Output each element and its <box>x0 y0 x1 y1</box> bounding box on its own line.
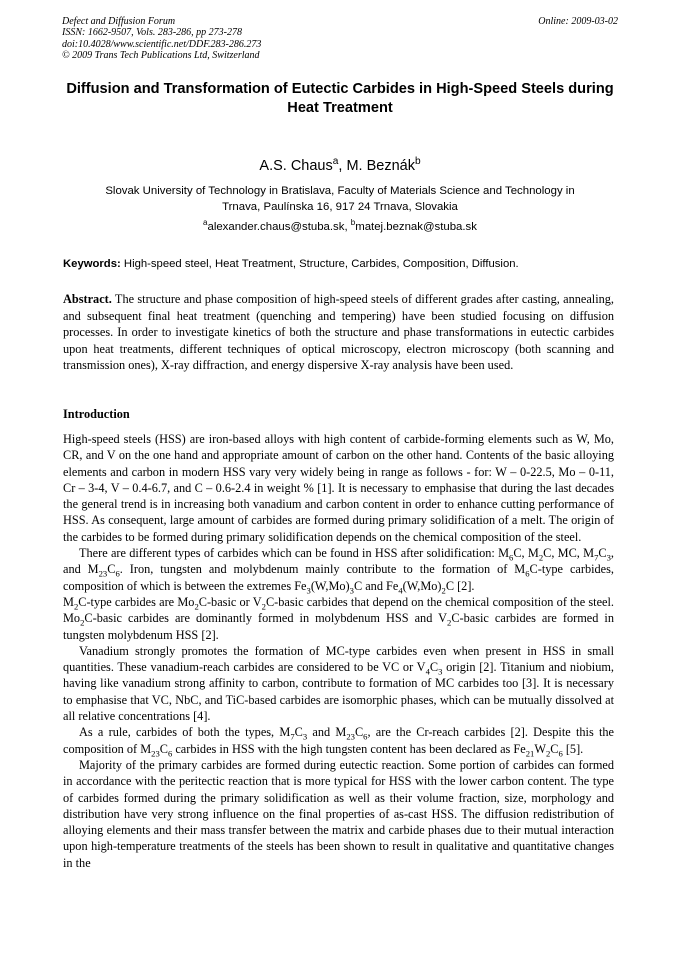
text-run: , and M <box>63 546 614 577</box>
text-run: . Iron, tungsten and molybdenum mainly contribute to the formation of M <box>119 562 526 577</box>
subscript: 3 <box>302 731 308 742</box>
text-run: C-basic or V <box>198 594 262 609</box>
subscript: 6 <box>115 568 120 579</box>
text-run: C-type carbides are Mo <box>78 594 195 609</box>
text-run: C <box>159 741 168 756</box>
email-mark: a <box>203 218 208 228</box>
text-run: C-basic carbides are dominantly formed in molybdenum HSS and V <box>84 611 448 626</box>
text-run: C <box>550 741 559 756</box>
subscript: 6 <box>509 552 514 563</box>
paragraph <box>63 724 614 757</box>
subscript: 23 <box>346 731 355 742</box>
paragraph <box>63 643 614 724</box>
subscript: 6 <box>525 568 530 579</box>
paper-title: Diffusion and Transformation of Eutectic Carbides in High-Speed Steels during Heat Treatment <box>66 81 614 116</box>
author-affil-mark: b <box>414 156 421 168</box>
subscript: 6 <box>363 731 368 742</box>
text-run: and M <box>307 725 347 740</box>
subscript: 23 <box>98 568 108 579</box>
text-run: C [2]. <box>445 578 475 593</box>
journal-name: Defect and Diffusion Forum <box>62 16 176 27</box>
text-run: C-basic carbides are formed in tungsten molybdenum HSS [2]. <box>63 611 614 642</box>
author-name: A.S. Chaus <box>259 158 333 174</box>
text-run: , are the Cr-reach carbides [2]. Despite this the composition of M <box>63 725 614 756</box>
text-run: carbides in HSS with the high tungsten content has been declared as Fe <box>172 741 526 756</box>
subscript: 3 <box>606 552 611 563</box>
text-run: C <box>294 725 303 740</box>
subscript: 2 <box>538 552 544 563</box>
text-run: C <box>598 546 607 561</box>
subscript: 3 <box>438 666 443 677</box>
text-run: C and Fe <box>353 578 399 593</box>
text-run: C-basic carbides that depend on the chemical composition of the steel. Mo <box>63 594 614 626</box>
subscript: 6 <box>558 748 563 759</box>
author-name: M. Beznák <box>346 158 415 174</box>
text-run: origin [2]. Titanium and niobium, having like vanadium strong affinity to carbon, contribute to formation of MC carbides too [3]. It is necessary to emphasise that VC, NbC, and TiC-based carbides are isomorphic phases, which can be mutually dissolved at all relative concentrations [4]. <box>63 660 614 724</box>
subscript: 2 <box>80 617 85 628</box>
subscript: 2 <box>447 617 452 628</box>
text-run: M <box>63 594 74 609</box>
text-run: [5]. <box>562 741 584 756</box>
paragraph: Majority of the primary carbides are formed during eutectic reaction. Some portion of carbides can formed in accordance with the peritectic reaction that is more typical for HSS with the lower carbon content. The type of carbides formed during the primary solidification as well as their volume fraction, size, morphology and distribution have very strong influence on the final properties of as-cast HSS. The diffusion redistribution of alloying elements and their mass transfer between the matrix and carbide phases due to their mutual interaction upon high-temperature treatments of the steels has been shown to result in qualitative and quantitative changes in the <box>63 757 614 870</box>
issn-line: ISSN: 1662-9507, Vols. 283-286, pp 273-278 <box>62 27 242 39</box>
email-address: alexander.chaus@stuba.sk <box>207 221 345 233</box>
text-run: C-type carbides, composition of which is between the extremes Fe <box>63 562 614 593</box>
subscript: 2 <box>261 601 266 612</box>
subscript: 21 <box>525 748 535 759</box>
text-run: There are different types of carbides which can be found in HSS after solidification: M <box>79 546 510 561</box>
subscript: 3 <box>306 585 311 596</box>
keywords <box>63 256 619 272</box>
copyright-line: © 2009 Trans Tech Publications Ltd, Switzerland <box>62 50 260 62</box>
paragraph <box>63 594 614 643</box>
email-line <box>62 219 618 235</box>
abstract-label: Abstract. <box>63 292 112 306</box>
subscript: 7 <box>290 731 295 742</box>
subscript: 2 <box>441 585 446 596</box>
keywords-label: Keywords: <box>63 258 121 270</box>
paragraph: High-speed steels (HSS) are iron-based alloys with high content of carbide-forming elements such as W, Mo, CR, and V on the one hand and appropriate amount of carbon on the other hand. Contents of the basic alloying elements and carbon in modern HSS vary very widely being in range as follows - for: W – 0-22.5, Mo – 0-11, Cr – 3-4, V – 0.4-6.7, and C – 0.6-2.4 in weight % [1]. It is necessary to emphasise that during the last decades the general trend is in increasing both vanadium and carbon content in order to enhance cutting performance of HSS. As consequent, large amount of carbides are formed during primary solidification of a melt. The origin of the carbides to be formed during primary solidification depends on the chemical composition of the steel. <box>63 432 614 544</box>
subscript: 2 <box>73 601 79 612</box>
affiliation-line: Slovak University of Technology in Bratislava, Faculty of Materials Science and Technology in <box>105 185 575 197</box>
text-run: Vanadium strongly promotes the formation of MC-type carbides even when present in HSS in small quantities. These vanadium-reach carbides are considered to be VC or V <box>63 643 614 675</box>
text-run: C <box>354 725 364 740</box>
affiliation <box>62 183 618 215</box>
email-mark: b <box>350 218 356 228</box>
text-run: C, MC, M <box>543 546 595 561</box>
subscript: 3 <box>349 585 354 596</box>
affiliation-line: Trnava, Paulínska 16, 917 24 Trnava, Slovakia <box>222 201 458 213</box>
author-list <box>62 157 618 175</box>
text-run: C <box>107 562 116 577</box>
abstract <box>63 291 614 374</box>
email-address: matej.beznak@stuba.sk <box>355 221 477 233</box>
text-run: (W,Mo) <box>310 578 350 593</box>
email-separator: , <box>344 221 351 233</box>
subscript: 4 <box>425 666 430 677</box>
subscript: 4 <box>398 585 403 596</box>
text-run: As a rule, carbides of both the types, M <box>79 725 291 740</box>
subscript: 2 <box>545 748 551 759</box>
text-run: (W,Mo) <box>402 578 442 593</box>
online-date: Online: 2009-03-02 <box>538 16 618 27</box>
abstract-text: The structure and phase composition of high-speed steels of different grades after casting, annealing, and subsequent final heat treatment (quenching and tempering) have been studied focusing on diffusion processes. In order to investigate kinetics of both the structure and phase transformations in eutectic carbides upon heat treatments, different techniques of optical microscopy, electron microscopy (both scanning and transmission ones), X-ray diffraction, and energy dispersive X-ray analysis have been used. <box>63 292 614 372</box>
body-text <box>63 431 614 871</box>
text-run: W <box>534 741 546 756</box>
subscript: 23 <box>151 748 160 759</box>
author-separator: , <box>338 158 347 174</box>
text-run: C, M <box>513 546 539 561</box>
keywords-text: High-speed steel, Heat Treatment, Structure, Carbides, Composition, Diffusion. <box>120 258 519 270</box>
text-run: C <box>429 660 439 675</box>
journal-header <box>62 16 618 62</box>
author-affil-mark: a <box>332 156 339 168</box>
section-heading: Introduction <box>63 407 130 421</box>
subscript: 7 <box>594 552 599 563</box>
paragraph <box>63 545 614 594</box>
subscript: 2 <box>194 601 199 612</box>
doi-line: doi:10.4028/www.scientific.net/DDF.283-286.273 <box>62 38 262 50</box>
subscript: 6 <box>167 748 173 759</box>
